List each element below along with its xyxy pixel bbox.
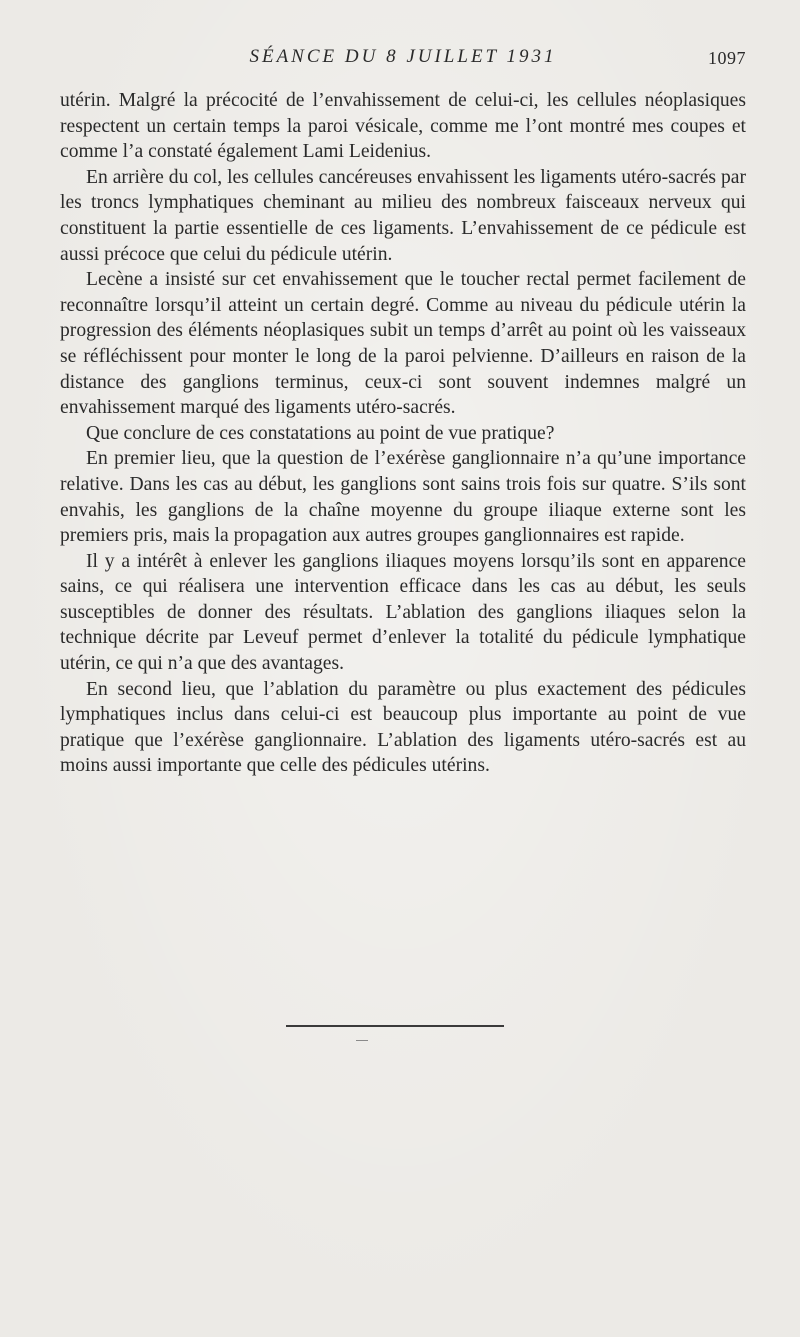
running-title: SÉANCE DU 8 JUILLET 1931: [249, 46, 557, 67]
paragraph-iliac-nodes: Il y a intérêt à enlever les ganglions iliaques moyens lorsqu’ils sont en apparence sains, ce qui réalisera une intervention efficace dans les cas au début, les seuls susceptibles de donner des résultats. L’ablation des ganglions iliaques selon la technique décrite par Leveuf permet d’enlever la totalité du pédicule lymphatique utérin, ce qui n’a que des avantages.: [60, 550, 746, 675]
paragraph-first-point: En premier lieu, que la question de l’exérèse ganglionnaire n’a qu’une importance relative. Dans les cas au début, les ganglions sont sains trois fois sur quatre. S’ils sont envahis, les ganglions de la chaîne moyenne du groupe iliaque externe sont les premiers pris, mais la propagation aux autres groupes ganglionnaires est rapide.: [60, 448, 746, 547]
paragraph-uterosacral-invasion: En arrière du col, les cellules cancéreuses envahissent les ligaments utéro-sacrés par les troncs lymphatiques cheminant au milieu des nombreux faisceaux nerveux qui constituent la partie essentielle de ces ligaments. L’envahissement de ce pédicule est aussi précoce que celui du pédicule utérin.: [60, 166, 746, 265]
paragraph-question: Que conclure de ces constatations au point de vue pratique?: [86, 422, 555, 444]
page-header: [60, 40, 746, 72]
article-body: [60, 88, 746, 779]
paragraph-lecene: Lecène a insisté sur cet envahissement que le toucher rectal permet facilement de reconnaître lorsqu’il atteint un certain degré. Comme au niveau du pédicule utérin la progression des éléments néoplasiques subit un temps d’arrêt au point où les vaisseaux se réfléchissent pour monter le long de la paroi pelvienne. D’ailleurs en raison de la distance des ganglions terminus, ceux-ci sont souvent indemnes malgré un envahissement marqué des ligaments utéro-sacrés.: [60, 269, 746, 419]
paragraph-second-point: En second lieu, que l’ablation du paramètre ou plus exactement des pédicules lymphatiques inclus dans celui-ci est beaucoup plus importante au point de vue pratique que l’exérèse ganglionnaire. L’ablation des ligaments utéro-sacrés est au moins aussi importante que celle des pédicules utérins.: [60, 678, 746, 777]
section-end-rule: [286, 1025, 504, 1027]
paragraph-continuation: utérin. Malgré la précocité de l’envahissement de celui-ci, les cellules néoplasiques respectent un certain temps la paroi vésicale, comme me l’ont montré mes coupes et comme l’a constaté également Lami Leidenius.: [60, 90, 746, 163]
page-number: 1097: [708, 48, 746, 68]
print-mark: [356, 1040, 368, 1041]
